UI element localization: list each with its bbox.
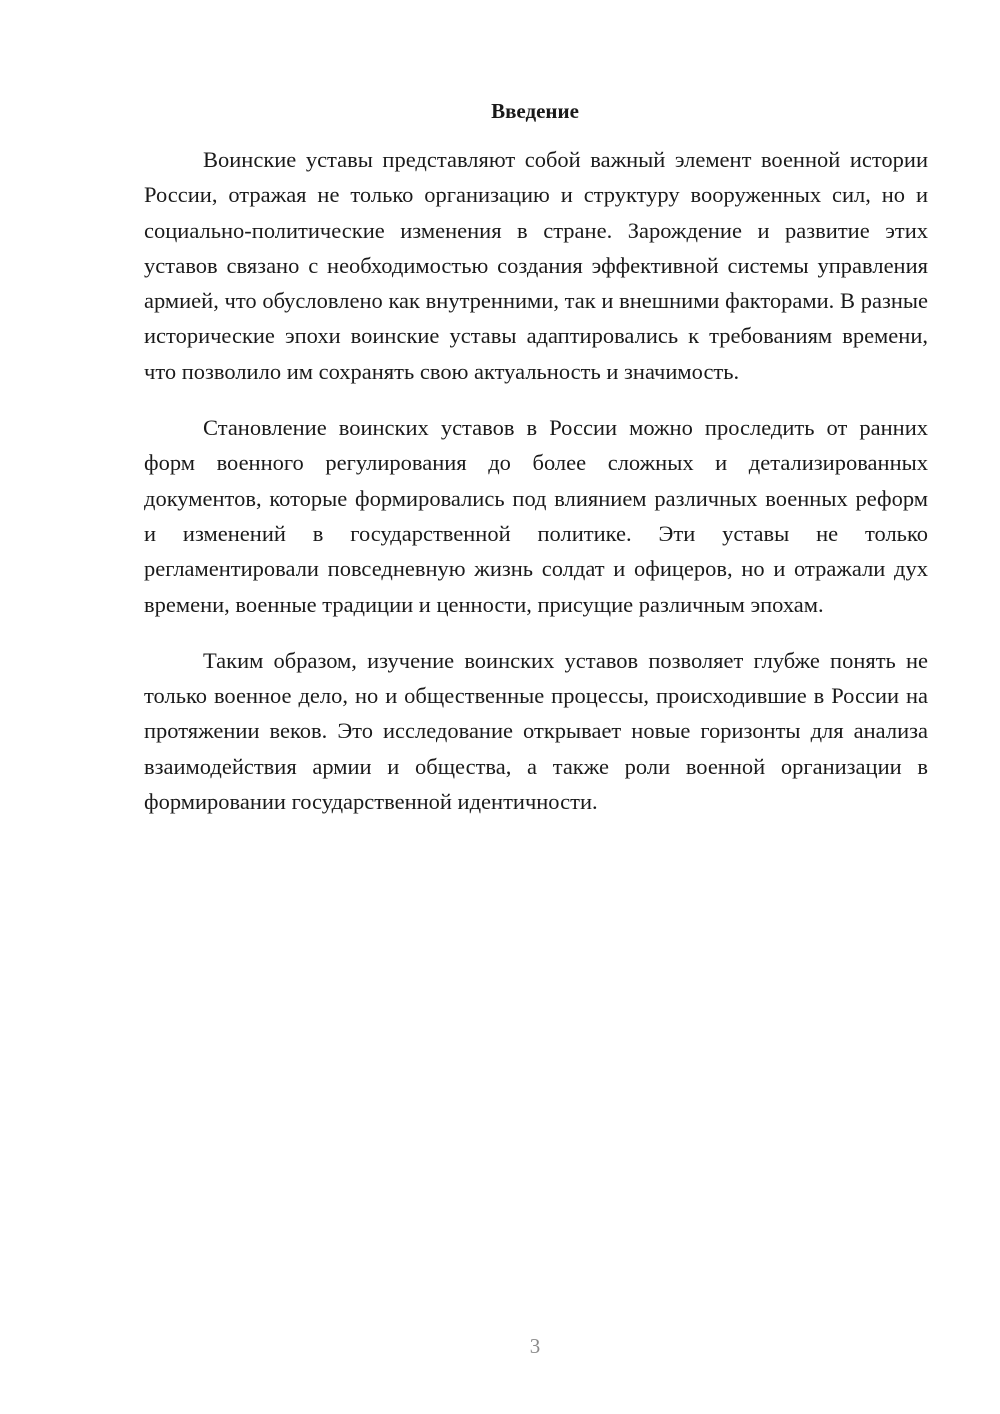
page-number: 3 [529, 1334, 541, 1358]
paragraph-1: Воинские уставы представляют собой важный элемент военной истории России, отражая не только организацию и структуру вооруженных сил, но и социально-политические изменения в стране. Зарождение и развитие этих уставов связано с необходимостью создания эффективной системы управления армией, что обусловлено как внутренними, так и внешними факторами. В разные исторические эпохи воинские уставы адаптировались к требованиям времени, что позволило им сохранять свою актуальность и значимость. [144, 147, 928, 384]
paragraph-2: Становление воинских уставов в России можно проследить от ранних форм военного регулирования до более сложных и детализированных документов, которые формировались под влиянием различных военных реформ и изменений в государственной политике. Эти уставы не только регламентировали повседневную жизнь солдат и офицеров, но и отражали дух времени, военные традиции и ценности, присущие различным эпохам. [144, 415, 928, 617]
body-text [144, 142, 928, 840]
section-title: Введение [491, 99, 579, 123]
paragraph-3: Таким образом, изучение воинских уставов позволяет глубже понять не только военное дело, но и общественные процессы, происходившие в России на протяжении веков. Это исследование открывает новые горизонты для анализа взаимодействия армии и общества, а также роли военной организации в формировании государственной идентичности. [144, 647, 928, 815]
